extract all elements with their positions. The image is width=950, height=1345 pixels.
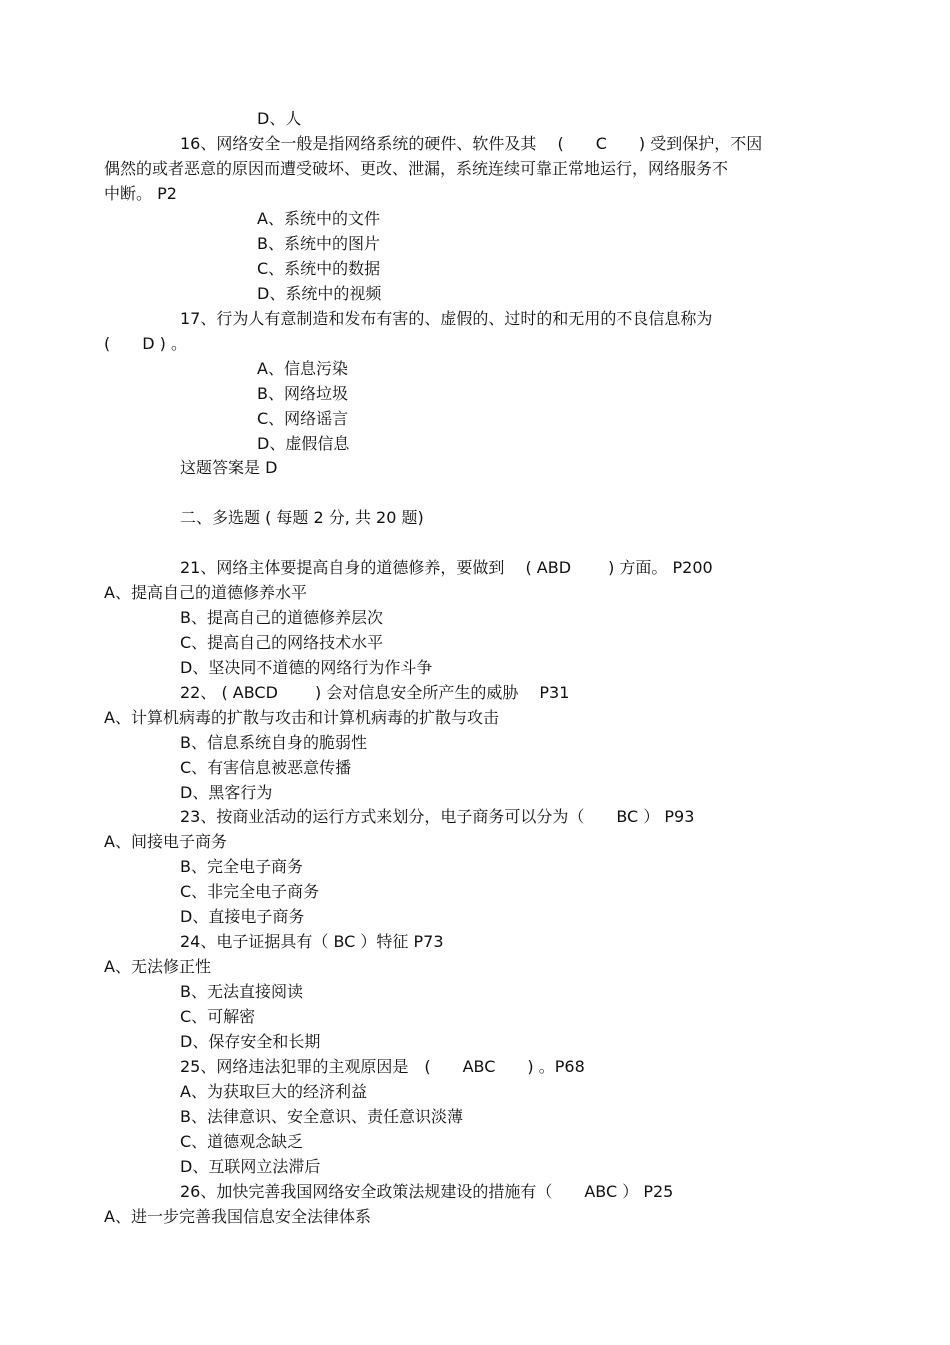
option-16-a: A、系统中的文件 — [257, 209, 380, 228]
question-26: 26、加快完善我国网络安全政策法规建设的措施有（ ABC ） P25 — [180, 1182, 674, 1201]
question-16-cont-2: 中断。 P2 — [104, 184, 177, 203]
option-22-d: D、黑客行为 — [180, 783, 273, 802]
option-25-b: B、法律意识、安全意识、责任意识淡薄 — [180, 1107, 463, 1126]
question-16-cont-1: 偶然的或者恶意的原因而遭受破坏、更改、泄漏，系统连续可靠正常地运行，网络服务不 — [104, 159, 729, 178]
option-16-b: B、系统中的图片 — [257, 234, 380, 253]
option-22-b: B、信息系统自身的脆弱性 — [180, 733, 367, 752]
question-23: 23、按商业活动的运行方式来划分，电子商务可以分为（ BC ） P93 — [180, 807, 695, 826]
option-24-b: B、无法直接阅读 — [180, 982, 303, 1001]
option-21-a: A、提高自己的道德修养水平 — [104, 583, 307, 602]
option-17-d: D、虚假信息 — [257, 434, 350, 453]
question-25: 25、网络违法犯罪的主观原因是 ( ABC ) 。P68 — [180, 1057, 585, 1076]
option-16-c: C、系统中的数据 — [257, 259, 381, 278]
option-22-c: C、有害信息被恶意传播 — [180, 758, 352, 777]
option-17-a: A、信息污染 — [257, 359, 348, 378]
option-23-b: B、完全电子商务 — [180, 857, 303, 876]
option-25-a: A、为获取巨大的经济利益 — [180, 1082, 367, 1101]
option-26-a: A、进一步完善我国信息安全法律体系 — [104, 1207, 371, 1226]
answer-note: 这题答案是 D — [180, 458, 278, 477]
option-16-d: D、系统中的视频 — [257, 284, 382, 303]
option-24-d: D、保存安全和长期 — [180, 1032, 321, 1051]
question-21: 21、网络主体要提高自身的道德修养，要做到 ( ABD ) 方面。 P200 — [180, 558, 713, 577]
option-24-a: A、无法修正性 — [104, 957, 211, 976]
option-25-d: D、互联网立法滞后 — [180, 1157, 321, 1176]
option-15-d: D、人 — [257, 109, 302, 128]
option-23-d: D、直接电子商务 — [180, 907, 305, 926]
option-22-a: A、计算机病毒的扩散与攻击和计算机病毒的扩散与攻击 — [104, 708, 499, 727]
question-22: 22、 ( ABCD ) 会对信息安全所产生的威胁 P31 — [180, 683, 570, 702]
option-21-c: C、提高自己的网络技术水平 — [180, 633, 384, 652]
question-17: 17、行为人有意制造和发布有害的、虚假的、过时的和无用的不良信息称为 — [180, 309, 713, 328]
section-heading: 二、多选题 ( 每题 2 分, 共 20 题) — [180, 508, 424, 527]
question-24: 24、电子证据具有（ BC ）特征 P73 — [180, 932, 444, 951]
option-25-c: C、道德观念缺乏 — [180, 1132, 304, 1151]
option-23-c: C、非完全电子商务 — [180, 882, 320, 901]
option-17-b: B、网络垃圾 — [257, 384, 348, 403]
option-21-b: B、提高自己的道德修养层次 — [180, 608, 383, 627]
option-23-a: A、间接电子商务 — [104, 832, 227, 851]
option-24-c: C、可解密 — [180, 1007, 256, 1026]
question-17-answer: ( D ) 。 — [104, 334, 187, 353]
option-17-c: C、网络谣言 — [257, 409, 349, 428]
option-21-d: D、坚决同不道德的网络行为作斗争 — [180, 658, 433, 677]
question-16: 16、网络安全一般是指网络系统的硬件、软件及其 ( C ) 受到保护，不因 — [180, 134, 763, 153]
